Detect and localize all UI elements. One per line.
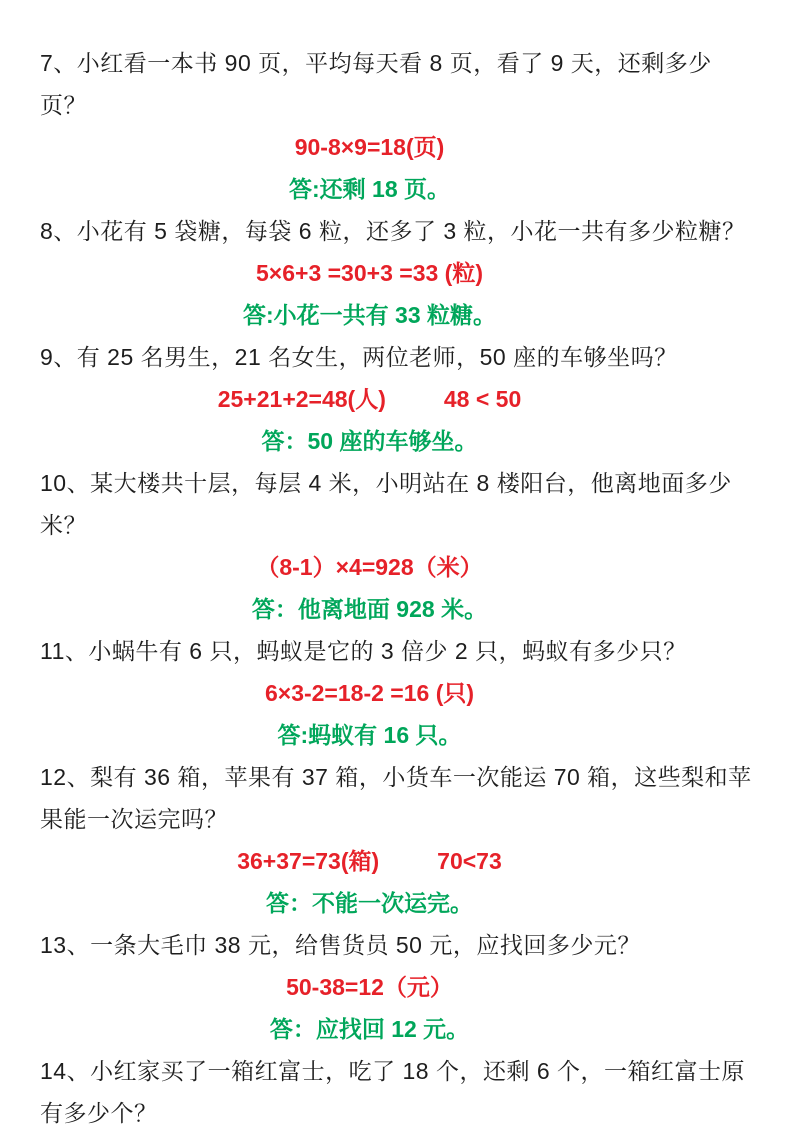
problem-14 [40,1050,757,1134]
problem-11 [40,630,757,756]
answer-line: 答:小花一共有 33 粒糖。 [242,302,497,328]
equation-text: 5×6+3 =30+3 =33 (粒) [256,260,483,286]
answer-line: 答:蚂蚁有 16 只。 [277,722,462,748]
answer-line: 答：50 座的车够坐。 [261,428,478,454]
equation-text: 50-38=12（元） [286,974,453,1000]
problem-13 [40,924,757,1050]
equation-line [40,840,757,882]
problem-number: 14、 [40,1058,91,1084]
answer-line: 答：不能一次运完。 [266,890,473,916]
question-text [40,1050,757,1134]
problem-number: 12、 [40,764,91,790]
question-text [40,462,757,546]
answer-line: 答：他离地面 928 米。 [251,596,488,622]
question-text [40,756,757,840]
question-body: 小红家买了一箱红富士，吃了 18 个，还剩 6 个，一箱红富士原有多少个？ [40,1058,746,1126]
problem-number: 7、 [40,50,77,76]
question-text [40,42,757,126]
equation-line [40,252,757,294]
problem-number: 13、 [40,932,91,958]
question-text [40,210,757,252]
problem-7 [40,42,757,210]
question-body: 小花有 5 袋糖，每袋 6 粒，还多了 3 粒，小花一共有多少粒糖？ [76,218,746,244]
equation-line [40,378,757,420]
answer-line: 答：应找回 12 元。 [269,1016,470,1042]
problem-number: 9、 [40,344,77,370]
problem-10 [40,462,757,630]
question-body: 一条大毛巾 38 元，给售货员 50 元，应找回多少元？ [90,932,641,958]
problem-9 [40,336,757,462]
question-body: 有 25 名男生，21 名女生，两位老师，50 座的车够坐吗？ [76,344,678,370]
question-text [40,630,757,672]
equation-text: 6×3-2=18-2 =16 (只) [264,680,475,706]
equation-text: 36+37=73(箱) [237,848,380,874]
equation-text: （8-1）×4=928（米） [256,554,483,580]
equation-text: 90-8×9=18(页) [294,134,445,160]
question-text [40,924,757,966]
answer-line: 答:还剩 18 页。 [288,176,451,202]
question-body: 某大楼共十层，每层 4 米，小明站在 8 楼阳台，他离地面多少米？ [40,470,732,538]
problem-number: 11、 [40,638,89,664]
equation-line [40,966,757,1008]
equation-comparison: 70<73 [437,848,502,874]
equation-line [40,672,757,714]
problem-12 [40,756,757,924]
question-text [40,336,757,378]
problem-8 [40,210,757,336]
question-body: 梨有 36 箱，苹果有 37 箱，小货车一次能运 70 箱，这些梨和苹果能一次运完吗？ [40,764,752,832]
problem-number: 8、 [40,218,77,244]
question-body: 小红看一本书 90 页，平均每天看 8 页，看了 9 天，还剩多少页？ [40,50,712,118]
equation-comparison: 48 < 50 [443,386,522,412]
problem-number: 10、 [40,470,91,496]
equation-text: 25+21+2=48(人) [217,386,386,412]
equation-line [40,126,757,168]
question-body: 小蜗牛有 6 只，蚂蚁是它的 3 倍少 2 只，蚂蚁有多少只？ [88,638,687,664]
equation-line [40,546,757,588]
